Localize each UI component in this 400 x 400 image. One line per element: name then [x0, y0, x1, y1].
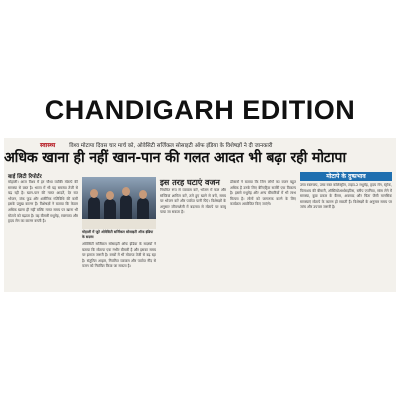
article-column-4: [230, 180, 296, 290]
article-column-3: [160, 188, 226, 290]
edition-title: CHANDIGARH EDITION: [44, 95, 356, 125]
column-2-text: ओवेसिटी सर्जिकल सोसाइटी ऑफ इंडिया के सदस्यों ने बताया कि मोटापा एक गंभीर बीमारी है और इसका समय पर इलाज जरूरी है। बच्चों में भी मोटापा तेजी से बढ़ रहा है। संतुलित आहार, नियमित व्यायाम और पर्याप्त नींद से वजन को नियंत्रित किया जा सकता है।: [82, 242, 156, 269]
sidebar-title: मोटापे के दुष्प्रभाव: [300, 172, 392, 181]
article-photo: [82, 177, 156, 229]
byline: बाई लिटी रिपोर्टर: [8, 174, 42, 180]
section-kicker: स्वास्थ्य: [40, 141, 56, 149]
column-4-text: डॉक्टरों ने बताया कि जिन लोगों का वजन बहुत अधिक है उनके लिए बेरिएट्रिक सर्जरी एक विकल्प है। इससे मधुमेह और अन्य बीमारियों में भी लाभ मिलता है। लोगों को जागरूक करने के लिए कार्यक्रम आयोजित किए जाएंगे।: [230, 180, 296, 207]
sidebar-box: [300, 172, 392, 292]
article-column-2: [82, 242, 156, 290]
article-column-1: [8, 180, 78, 290]
article-headline: अधिक खाना ही नहीं खान-पान की गलत आदत भी बढ़ा रही मोटापा: [4, 150, 346, 166]
photo-table: [82, 219, 156, 229]
sidebar-text: उच्च रक्तचाप, उच्च रक्त कोलेस्ट्रॉल, टाइप-2 मधुमेह, हृदय रोग, स्ट्रोक, पित्ताशय की बीमारी, ऑस्टियोआर्थराइटिस, स्लीप एपनिया, सांस लेने में समस्या, कुछ प्रकार के कैंसर, अवसाद और चिंता जैसी मानसिक समस्याएं मोटापे के कारण हो सकती हैं। विशेषज्ञों के अनुसार समय पर जांच और उपचार जरूरी है।: [300, 183, 392, 210]
photo-caption: मोहाली में जुटे ओवेसिटी सर्जिकल सोसाइटी ऑफ इंडिया के सदस्य: [82, 230, 154, 239]
article-subhead: इस तरह घटाएं वजन: [160, 178, 220, 187]
column-1-text: मोहाली। आज विश्व में हर चौथा व्यक्ति मोटापे की समस्या से ग्रस्त है। भारत में भी यह समस्या तेजी से बढ़ रही है। खान-पान की गलत आदतें, देर रात भोजन, जंक फूड और शारीरिक गतिविधि की कमी इसके प्रमुख कारण हैं। विशेषज्ञों ने बताया कि केवल अधिक खाना ही नहीं बल्कि गलत समय पर खाना भी मोटापे को बढ़ाता है। यह बीमारी मधुमेह, रक्तचाप और हृदय रोग का कारण बनती है।: [8, 180, 78, 224]
column-3-text: नियमित रूप से व्यायाम करें, भोजन में फल और सब्जियां शामिल करें, तले हुए खाने से बचें, समय पर भोजन करें और पर्याप्त पानी पिएं। विशेषज्ञों के अनुसार जीवनशैली में बदलाव से मोटापे पर काबू पाया जा सकता है।: [160, 188, 226, 215]
kicker-subtitle: विश्व मोटापा दिवस चार मार्च को, ओवेसिटी सर्जिकल सोसाइटी ऑफ इंडिया के विशेषज्ञों ने दी जानकारी: [69, 142, 273, 149]
